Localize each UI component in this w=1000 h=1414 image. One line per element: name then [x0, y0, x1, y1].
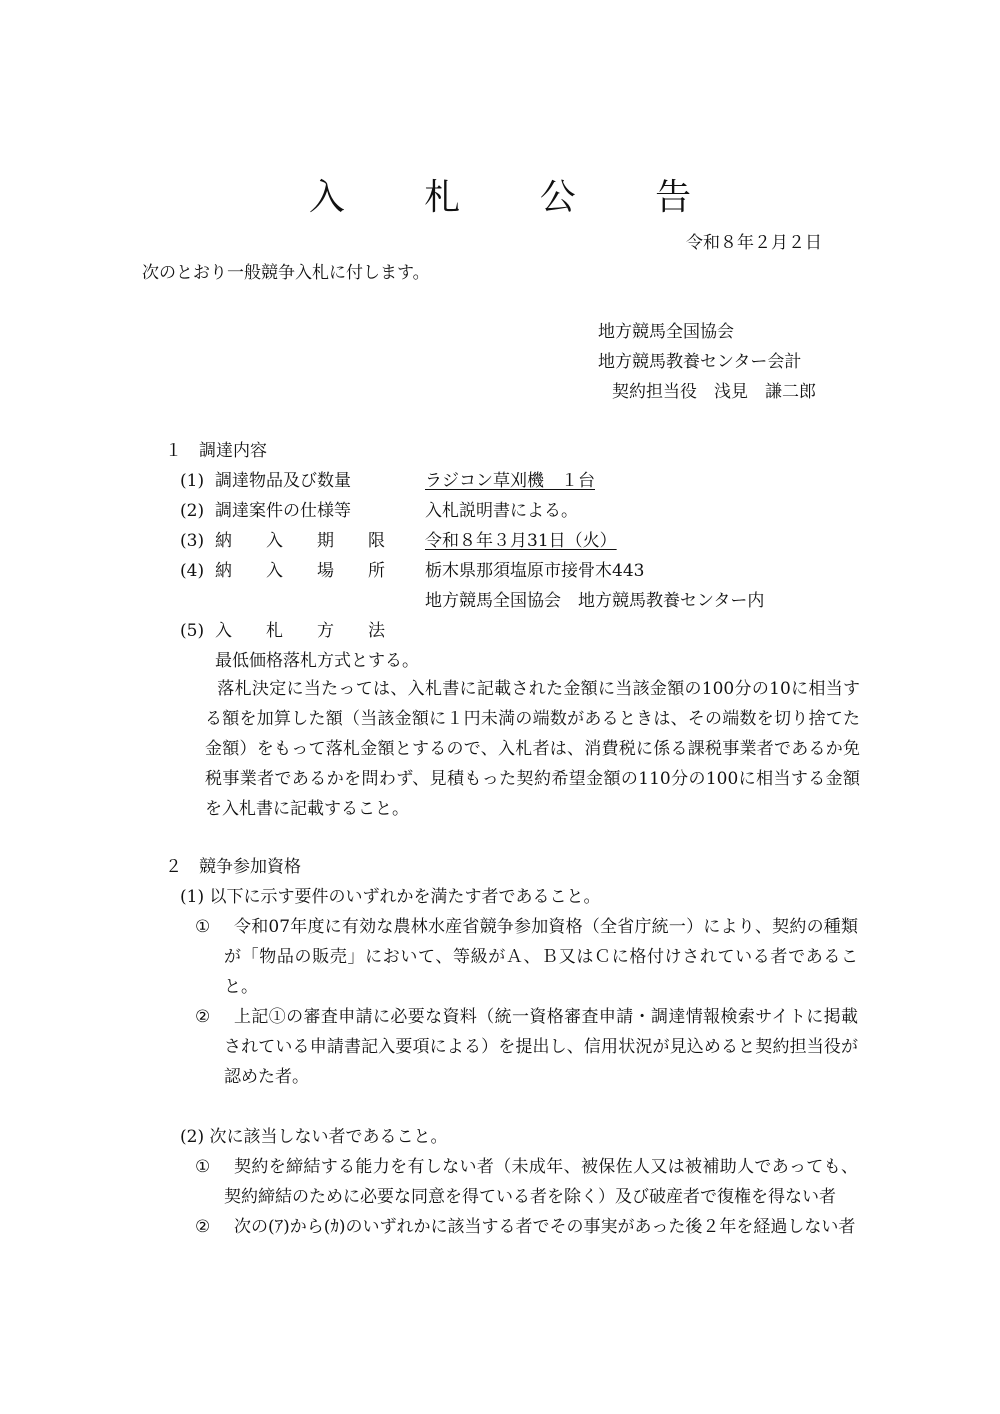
item2-value: 入札説明書による。 — [425, 501, 578, 521]
notice-date: 令和８年２月２日 — [686, 233, 822, 253]
item4-num: (4) — [180, 561, 205, 581]
item1-num: (1) — [180, 471, 205, 491]
section2-heading: ２ 競争参加資格 — [165, 857, 301, 877]
section2-sub2: (2) 次に該当しない者であること。 — [180, 1127, 448, 1147]
sub1-item1-mark: ① — [195, 917, 211, 937]
section2-sub1: (1) 以下に示す要件のいずれかを満たす者であること。 — [180, 887, 601, 907]
method-paragraph — [205, 674, 860, 824]
sub2-item1-text: 契約を締結する能力を有しない者（未成年、被保佐人又は被補助人であっても、契約締結のために必要な同意を得ている者を除く）及び破産者で復権を得ない者 — [224, 1157, 858, 1207]
item1-label: 調達物品及び数量 — [215, 471, 351, 491]
sub2-item2-text: 次の(ｱ)から(ｶ)のいずれかに該当する者でその事実があった後２年を経過しない者 — [234, 1217, 856, 1237]
issuer-org2: 地方競馬教養センター会計 — [598, 352, 802, 372]
issuer-role: 契約担当役 浅見 謙二郎 — [612, 382, 816, 402]
method-paragraph-text: 落札決定に当たっては、入札書に記載された金額に当該金額の100分の10に相当する額を加算した額（当該金額に１円未満の端数があるときは、その端数を切り捨てた金額）をもって落札金額とするので、入札者は、消費税に係る課税事業者であるか免税事業者であるかを問わず、見積もった契約希望金額の110分の100に相当する金額を入札書に記載すること。 — [205, 679, 860, 819]
method-line1: 最低価格落札方式とする。 — [215, 651, 419, 671]
item2-num: (2) — [180, 501, 205, 521]
document-title: 入 札 公 告 — [308, 177, 726, 218]
item4-label: 納 入 場 所 — [215, 561, 385, 581]
sub1-item2-text: 上記①の審査申請に必要な資料（統一資格審査申請・調達情報検索サイトに掲載されている申請書記入要項による）を提出し、信用状況が見込めると契約担当役が認めた者。 — [224, 1007, 858, 1087]
item3-num: (3) — [180, 531, 205, 551]
item4-value2: 地方競馬全国協会 地方競馬教養センター内 — [425, 591, 765, 611]
intro-text: 次のとおり一般競争入札に付します。 — [142, 263, 430, 283]
issuer-org1: 地方競馬全国協会 — [598, 322, 734, 342]
sub2-item2-mark: ② — [195, 1217, 211, 1237]
item2-label: 調達案件の仕様等 — [215, 501, 351, 521]
item3-value: 令和８年３月31日（火） — [425, 531, 617, 551]
item1-value: ラジコン草刈機 １台 — [425, 471, 595, 491]
sub1-item2-mark: ② — [195, 1007, 211, 1027]
sub1-item1-text: 令和07年度に有効な農林水産省競争参加資格（全省庁統一）により、契約の種類が「物品の販売」において、等級がＡ、Ｂ又はＣに格付けされている者であること。 — [224, 917, 858, 997]
item5-label: 入 札 方 法 — [215, 621, 385, 641]
item5-num: (5) — [180, 621, 205, 641]
item4-value: 栃木県那須塩原市接骨木443 — [425, 561, 645, 581]
sub2-item1-mark: ① — [195, 1157, 211, 1177]
section1-heading: １ 調達内容 — [165, 441, 267, 461]
item3-label: 納 入 期 限 — [215, 531, 385, 551]
